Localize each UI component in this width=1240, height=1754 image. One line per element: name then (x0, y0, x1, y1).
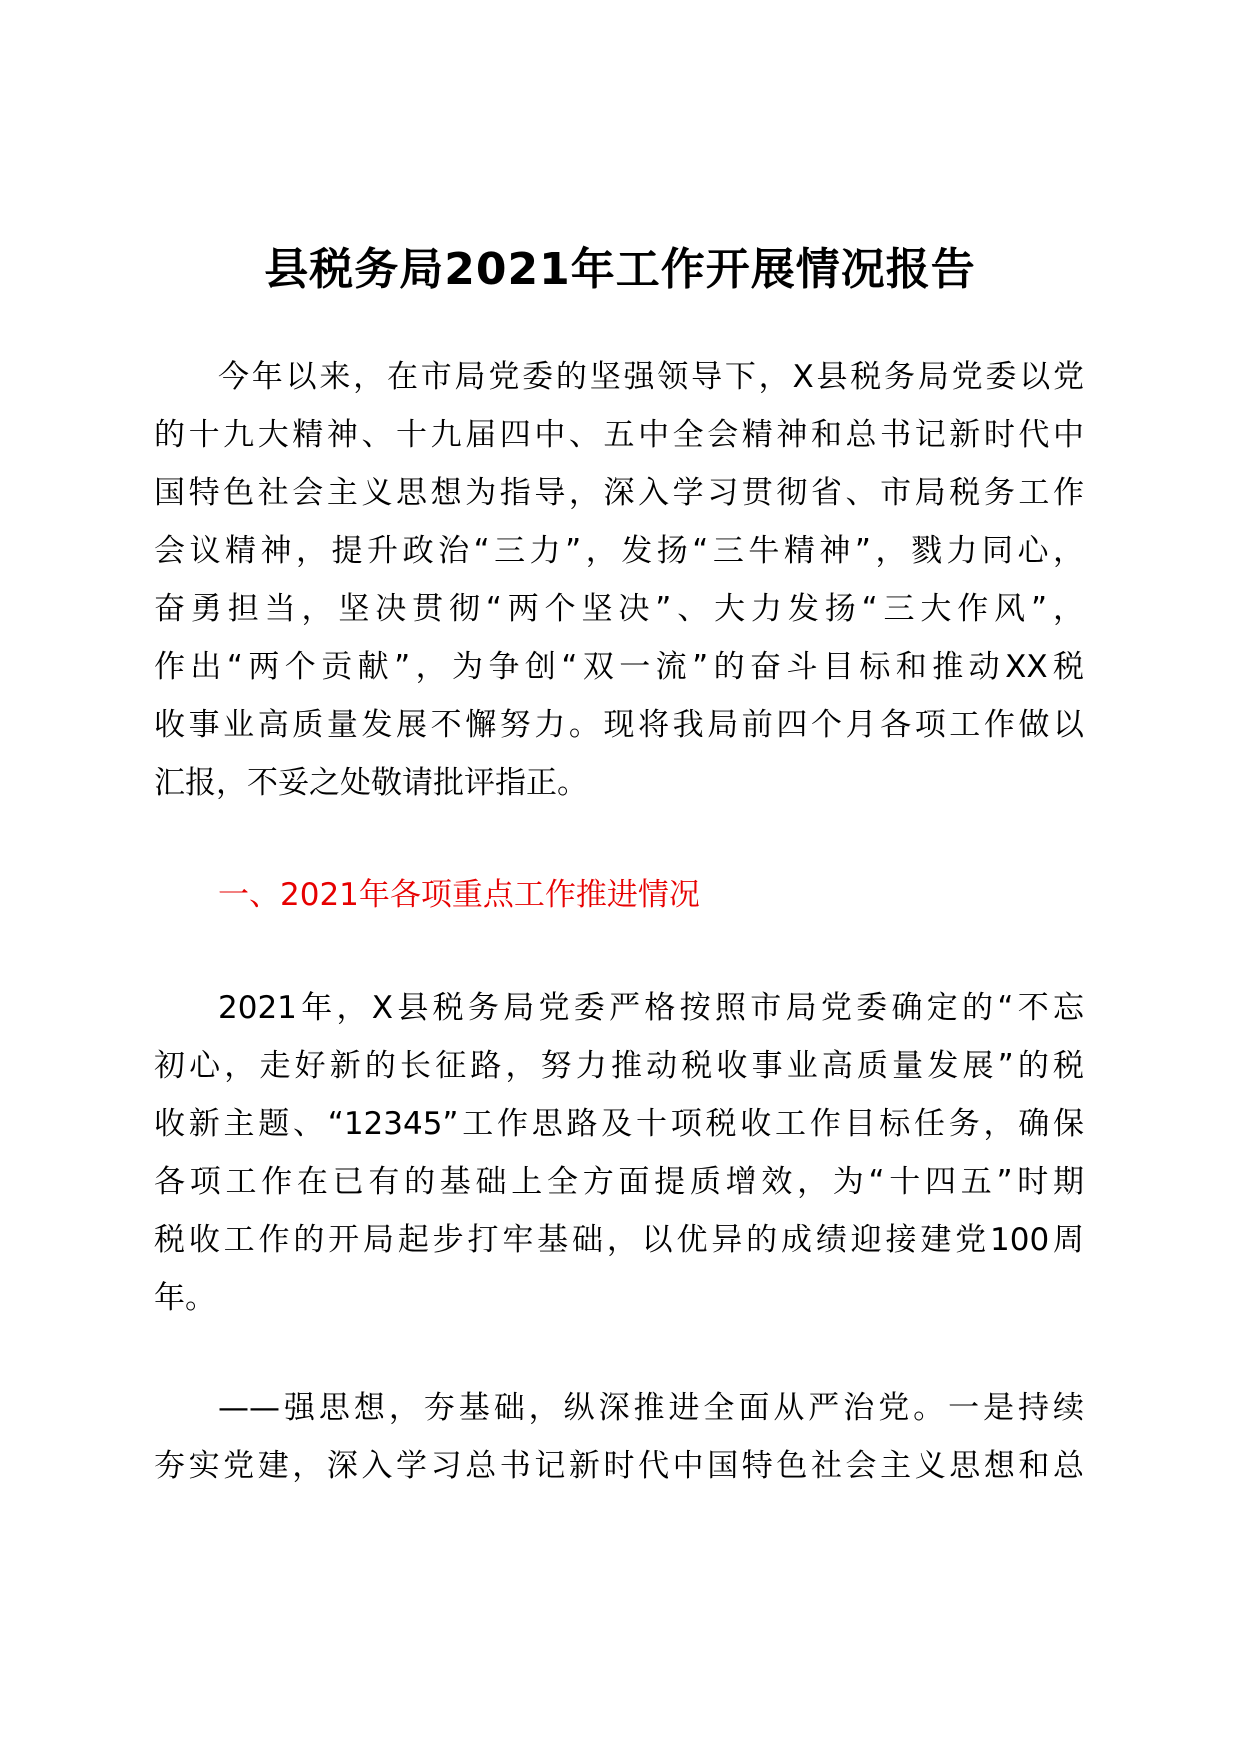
paragraph-1-line: 作出“两个贡献”，为争创“双一流”的奋斗目标和推动XX税 (154, 649, 1084, 685)
paragraph-3-line: 夯实党建，深入学习总书记新时代中国特色社会主义思想和总 (154, 1448, 1084, 1484)
paragraph-3-line: ——强思想，夯基础，纵深推进全面从严治党。一是持续 (218, 1390, 1084, 1426)
document-title: 县税务局2021年工作开展情况报告 (264, 244, 976, 295)
paragraph-2-line: 2021年，X县税务局党委严格按照市局党委确定的“不忘 (218, 990, 1084, 1026)
paragraph-1-line: 的十九大精神、十九届四中、五中全会精神和总书记新时代中 (154, 417, 1084, 453)
paragraph-2-line: 收新主题、“12345”工作思路及十项税收工作目标任务，确保 (154, 1106, 1084, 1142)
paragraph-2-line: 各项工作在已有的基础上全方面提质增效，为“十四五”时期 (154, 1164, 1084, 1200)
paragraph-1-line: 汇报，不妥之处敬请批评指正。 (154, 765, 588, 801)
section-heading: 一、2021年各项重点工作推进情况 (218, 877, 700, 913)
paragraph-1-line: 收事业高质量发展不懈努力。现将我局前四个月各项工作做以 (154, 707, 1084, 743)
paragraph-1-line: 奋勇担当，坚决贯彻“两个坚决”、大力发扬“三大作风”， (154, 591, 1084, 627)
paragraph-1-line: 会议精神，提升政治“三力”，发扬“三牛精神”，戮力同心， (154, 533, 1084, 569)
paragraph-1-line: 今年以来，在市局党委的坚强领导下，X县税务局党委以党 (218, 359, 1084, 395)
paragraph-1-line: 国特色社会主义思想为指导，深入学习贯彻省、市局税务工作 (154, 475, 1084, 511)
paragraph-2-line: 税收工作的开局起步打牢基础，以优异的成绩迎接建党100周 (154, 1222, 1084, 1258)
paragraph-2-line: 初心，走好新的长征路，努力推动税收事业高质量发展”的税 (154, 1048, 1084, 1084)
paragraph-2-line: 年。 (154, 1280, 216, 1316)
